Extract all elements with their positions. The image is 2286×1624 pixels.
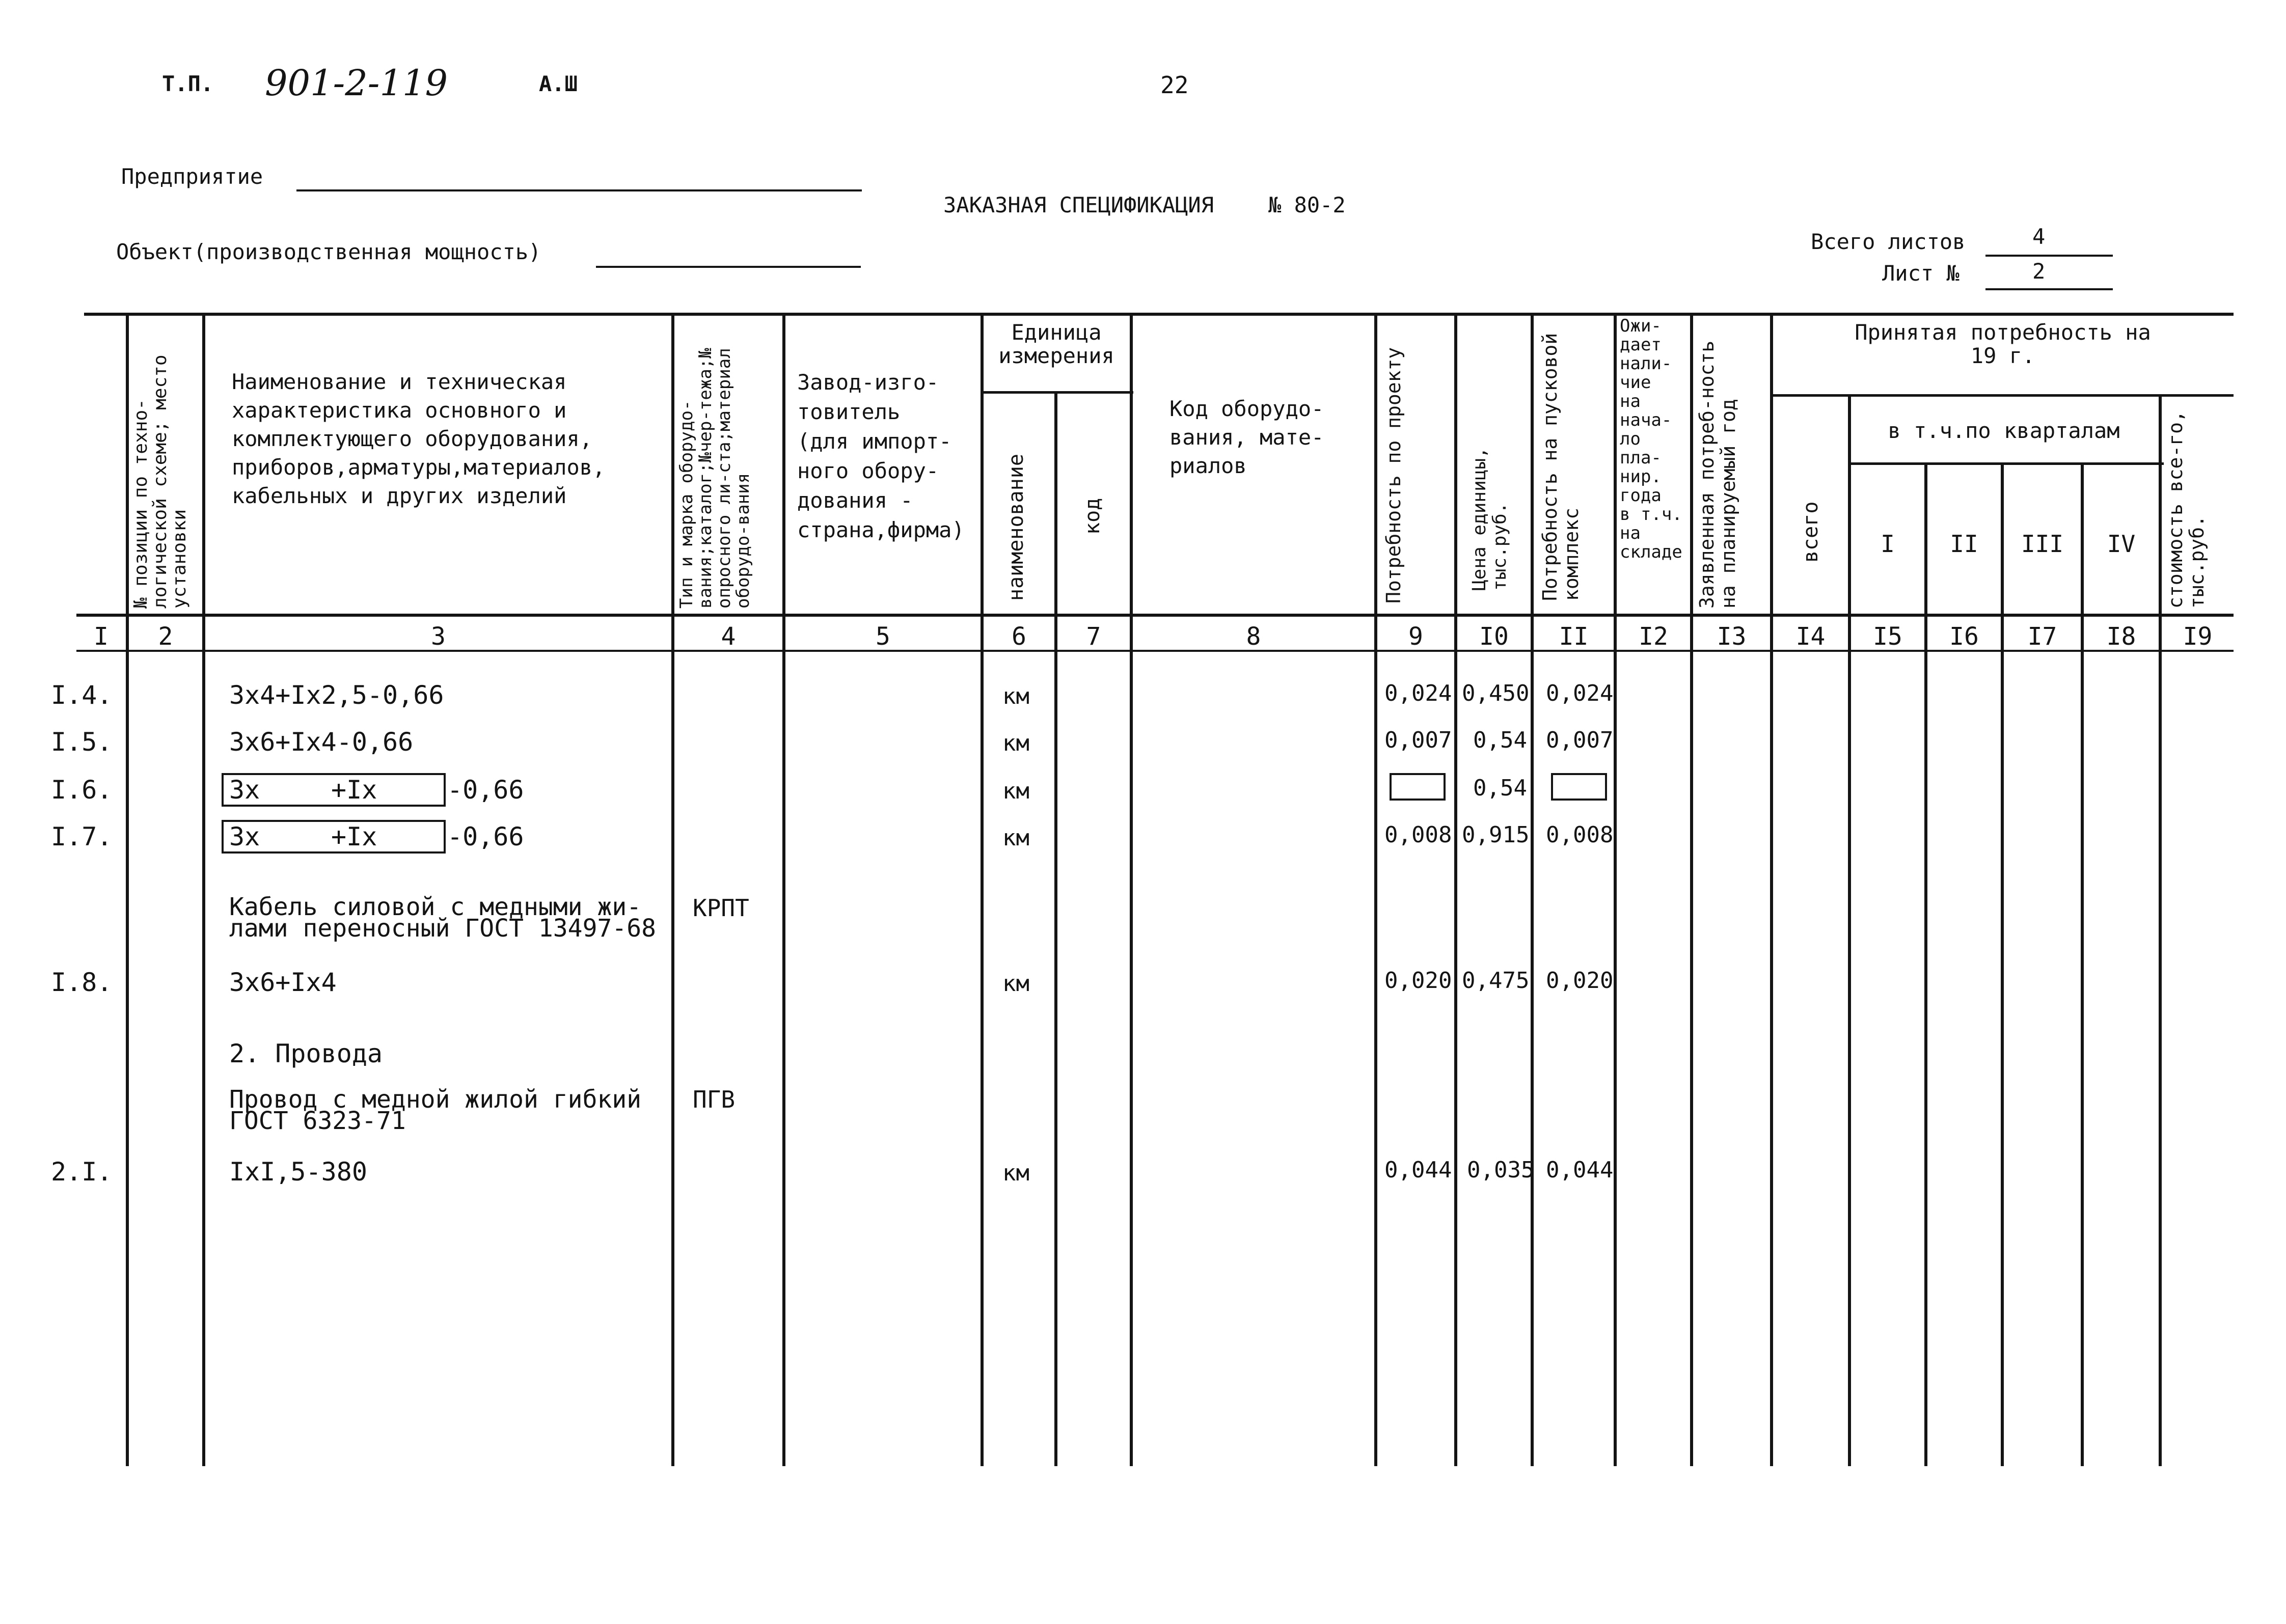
col-number-14: I4 (1795, 622, 1826, 651)
page-number: 22 (1160, 71, 1189, 99)
col-line-17 (2081, 462, 2084, 1466)
col-line-2 (202, 313, 205, 1466)
col-manufacturer-header: Завод-изго- товитель (для импорт- ного обору- дования - страна,фирма) (797, 370, 965, 542)
col-total-header: всего (1799, 501, 1822, 563)
row-name: 3х4+Iх2,5-0,66 (229, 680, 444, 710)
col-number-17: I7 (2027, 622, 2057, 651)
col-launch-header: Потребность на пусковой комплекс (1539, 333, 1583, 601)
unit-group-header: Единица измерения (998, 320, 1114, 368)
col-line-9 (1454, 313, 1457, 1466)
row-launch: 0,044 (1546, 1157, 1614, 1183)
row-type: ПГВ (693, 1086, 736, 1113)
col-q1-header: I (1881, 530, 1895, 558)
col-q3-header: III (2021, 530, 2064, 558)
row-price: 0,54 (1473, 727, 1527, 753)
section-heading: 2. Провода (229, 1039, 383, 1068)
row-name-part-a: 3х (229, 822, 260, 851)
row-need: 0,044 (1384, 1157, 1452, 1183)
row-position: I.7. (51, 822, 113, 851)
row-position: I.6. (51, 775, 113, 805)
row-name-part-c: -0,66 (447, 822, 524, 851)
row-price: 0,915 (1462, 822, 1530, 848)
sheet-value: 2 (2032, 259, 2046, 284)
row-unit: км (1002, 971, 1029, 997)
total-sheets-underline (1985, 255, 2113, 257)
col-number-1: I (94, 622, 108, 651)
col-number-16: I6 (1949, 622, 1979, 651)
row-need: 0,024 (1384, 680, 1452, 706)
col-position-header: № позиции по техно-логической схеме; место установки (130, 354, 190, 609)
col-number-7: 7 (1086, 622, 1101, 651)
row-price: 0,475 (1462, 968, 1530, 994)
col-number-6: 6 (1012, 622, 1026, 651)
col-code-header: Код оборудо- вания, мате- риалов (1169, 396, 1324, 478)
row-name: IхI,5-380 (229, 1157, 367, 1187)
row-name-part-c: -0,66 (447, 775, 524, 805)
row-description: Кабель силовой с медными жи- лами переносный ГОСТ 13497-68 (229, 893, 657, 943)
col-line-5 (981, 313, 984, 1466)
project-number: 901-2-119 (265, 62, 448, 104)
row-price: 0,035 (1467, 1157, 1535, 1183)
col-name-header: Наименование и техническая характеристика основного и комплектующего оборудования, приборов,арматуры,материалов, кабельных и других изделий (232, 369, 606, 508)
col-line-6 (1054, 391, 1057, 1466)
object-underline (596, 266, 861, 268)
col-number-8: 8 (1246, 622, 1261, 651)
col-q4-header: IV (2107, 530, 2136, 558)
col-line-11 (1614, 313, 1617, 1466)
col-line-1 (126, 313, 129, 1466)
col-line-8 (1374, 313, 1377, 1466)
row-position: 2.I. (51, 1157, 113, 1187)
object-label: Объект(производственная мощность) (116, 239, 541, 264)
row-price: 0,450 (1462, 680, 1530, 706)
accepted-group-line (1770, 394, 2234, 397)
col-number-9: 9 (1408, 622, 1423, 651)
row-launch: 0,007 (1546, 727, 1614, 753)
col-number-15: I5 (1873, 622, 1902, 651)
spec-number: № 80-2 (1268, 192, 1346, 217)
spec-title: ЗАКАЗНАЯ СПЕЦИФИКАЦИЯ (943, 192, 1214, 217)
row-name-part-a: 3х (229, 775, 260, 805)
row-name-part-b: +Iх (331, 822, 377, 851)
row-name: 3х6+Iх4-0,66 (229, 727, 414, 757)
row-unit: км (1002, 1160, 1029, 1186)
quarters-line (1848, 462, 2164, 465)
row-launch: 0,020 (1546, 968, 1614, 994)
row-launch-blank-box (1551, 773, 1607, 801)
col-type-header: Тип и марка оборудо-вания;каталог;№чер-тежа;№ опросного ли-ста;материал оборудо-вания (676, 348, 753, 609)
table-top-line (84, 313, 2234, 316)
tp-label: Т.П. (162, 71, 214, 96)
col-number-18: I8 (2106, 622, 2136, 651)
col-line-18 (2159, 394, 2162, 1466)
row-position: I.5. (51, 727, 113, 757)
row-name-part-b: +Iх (331, 775, 377, 805)
col-number-2: 2 (158, 622, 173, 651)
row-position: I.8. (51, 968, 113, 997)
row-launch: 0,008 (1546, 822, 1614, 848)
row-unit: км (1002, 730, 1029, 756)
col-line-4 (782, 313, 785, 1466)
row-description: Провод с медной жилой гибкий ГОСТ 6323-71 (229, 1085, 642, 1135)
col-need-header: Потребность по проекту (1382, 347, 1405, 603)
row-name: 3х6+Iх4 (229, 968, 337, 997)
row-unit: км (1002, 778, 1029, 804)
col-number-11: II (1559, 622, 1589, 651)
col-line-13 (1770, 313, 1773, 1466)
col-declared-header: Заявленная потреб-ность на планируемый год (1696, 340, 1739, 609)
row-launch: 0,024 (1546, 680, 1614, 706)
row-need: 0,020 (1384, 968, 1452, 994)
col-price-header: Цена единицы, тыс.руб. (1469, 447, 1510, 591)
sheet-label: Лист № (1882, 261, 1960, 286)
col-unit-name-header: наименование (1004, 454, 1028, 601)
col-number-13: I3 (1717, 622, 1747, 651)
col-number-3: 3 (431, 622, 446, 651)
col-unit-code-header: код (1081, 498, 1104, 535)
row-need-blank-box (1390, 773, 1446, 801)
header-bottom-line (76, 614, 2234, 617)
album-label: А.Ш (539, 71, 578, 96)
row-unit: км (1002, 683, 1029, 709)
col-number-12: I2 (1639, 622, 1668, 651)
total-sheets-value: 4 (2032, 224, 2046, 249)
row-price: 0,54 (1473, 775, 1527, 801)
col-line-16 (2001, 462, 2004, 1466)
col-q2-header: II (1950, 530, 1978, 558)
col-number-19: I9 (2183, 622, 2213, 651)
row-type: КРПТ (693, 894, 749, 922)
col-line-12 (1690, 313, 1693, 1466)
col-line-3 (671, 313, 674, 1466)
row-need: 0,007 (1384, 727, 1452, 753)
accepted-group-header: Принятая потребность на 19 г. (1855, 320, 2151, 368)
total-sheets-label: Всего листов (1811, 229, 1966, 254)
col-number-4: 4 (721, 622, 736, 651)
row-need: 0,008 (1384, 822, 1452, 848)
row-unit: км (1002, 825, 1029, 851)
enterprise-label: Предприятие (121, 164, 263, 189)
col-line-7 (1130, 313, 1133, 1466)
col-number-10: I0 (1479, 622, 1509, 651)
col-number-5: 5 (876, 622, 890, 651)
col-stock-header: Ожи- дает нали- чие на нача- ло пла- нир. года в т.ч. на складе (1620, 316, 1682, 562)
col-line-10 (1531, 313, 1534, 1466)
col-cost-header: стоимость все-го, тыс.руб. (2164, 410, 2208, 609)
row-position: I.4. (51, 680, 113, 710)
enterprise-underline (296, 189, 862, 191)
quarters-header: в т.ч.по кварталам (1888, 418, 2120, 443)
col-line-15 (1924, 462, 1927, 1466)
sheet-underline (1985, 288, 2113, 290)
